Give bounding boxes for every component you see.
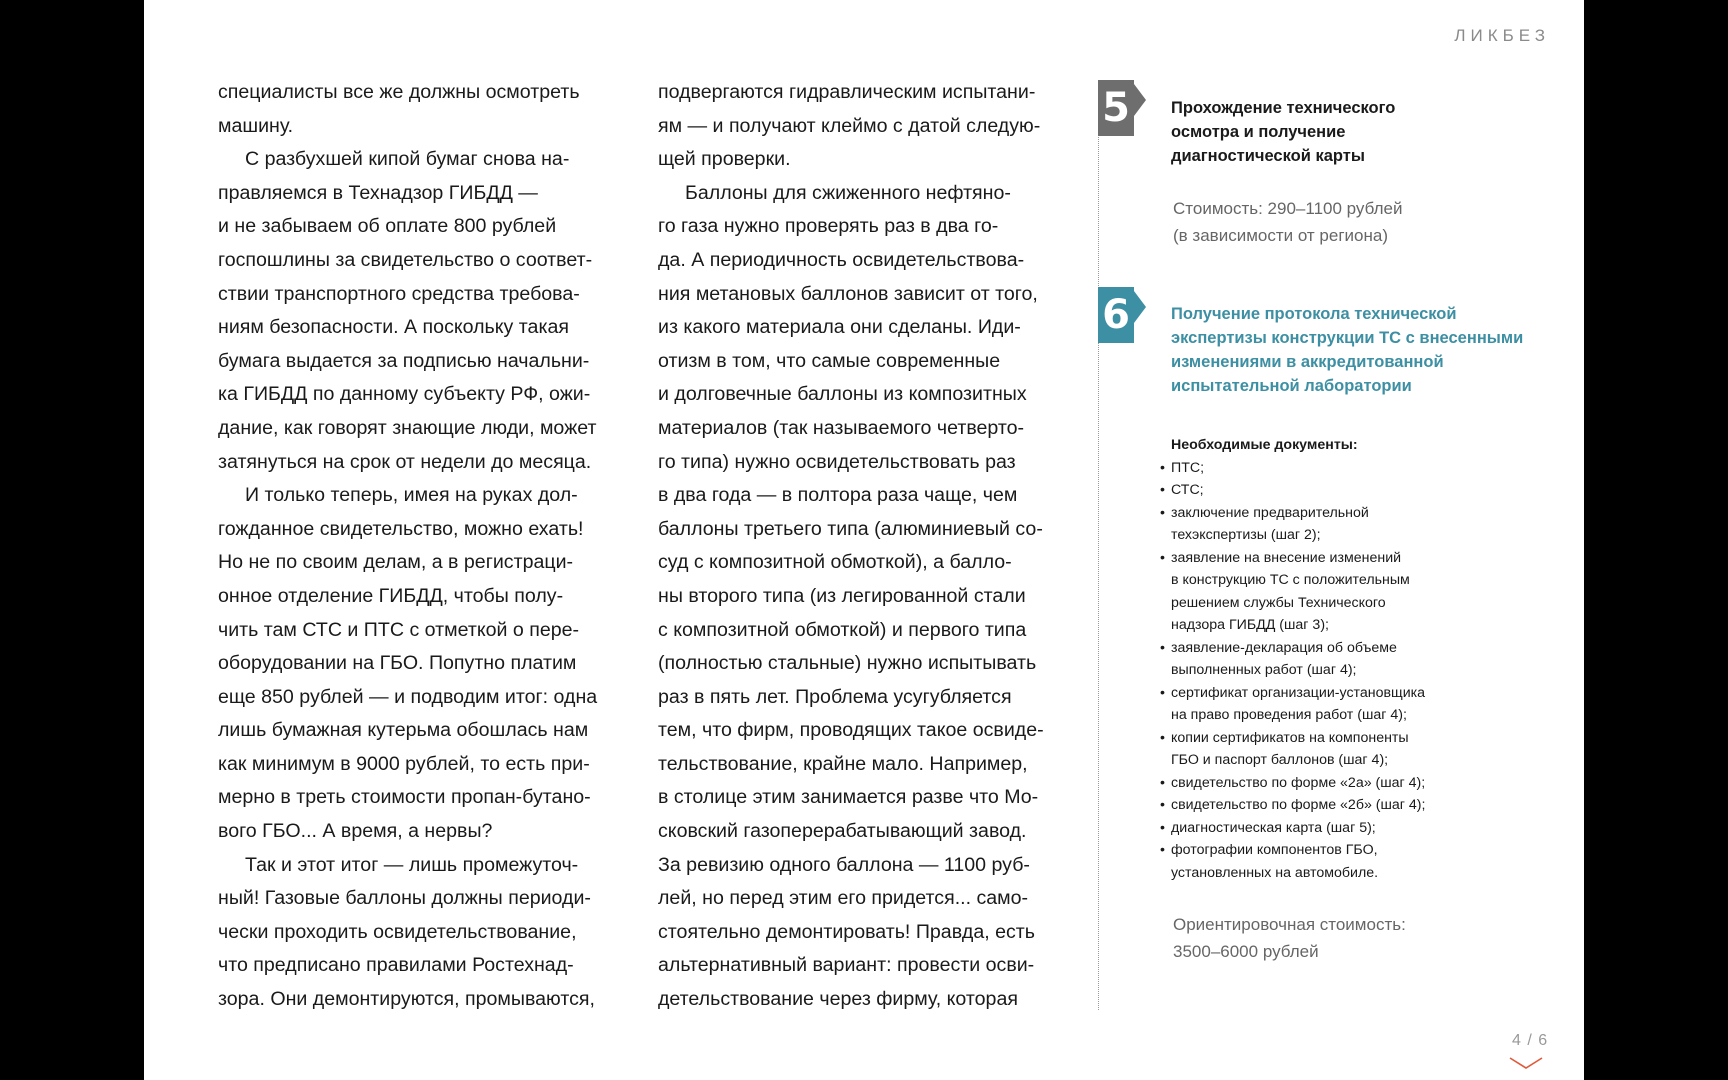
list-item-line: выполненных работ (шаг 4);	[1171, 662, 1357, 678]
list-item-line: • фотографии компонентов ГБО,	[1160, 839, 1425, 862]
text-line: стоятельно демонтировать! Правда, есть	[658, 920, 1035, 943]
text-line: да. А периодичность освидетельствова-	[658, 248, 1025, 271]
list-item-line: • свидетельство по форме «2б» (шаг 4);	[1160, 794, 1425, 817]
text-line: с композитной обмоткой) и первого типа	[658, 618, 1027, 641]
text-line: ям — и получают клеймо с датой следую-	[658, 114, 1041, 137]
list-item	[1160, 637, 1425, 682]
text-line: и долговечные баллоны из композитных	[658, 383, 1027, 406]
text-line: изменениями в аккредитованной	[1171, 353, 1444, 371]
text-line: ния метановых баллонов зависит от того,	[658, 282, 1038, 305]
text-line: гожданное свидетельство, можно ехать!	[218, 517, 584, 540]
text-line: ниям безопасности. А поскольку такая	[218, 316, 569, 339]
list-item-line: техэкспертизы (шаг 2);	[1171, 527, 1321, 543]
text-line: щей проверки.	[658, 148, 791, 171]
text-line: правляемся в Технадзор ГИБДД —	[218, 181, 538, 204]
list-item-line: • диагностическая карта (шаг 5);	[1160, 817, 1425, 840]
list-item	[1160, 817, 1425, 840]
list-item	[1160, 794, 1425, 817]
sidebar-divider	[1098, 84, 1099, 1010]
list-item	[1160, 479, 1425, 502]
text-line: дание, как говорят знающие люди, может	[218, 416, 597, 439]
step-number: 6	[1102, 292, 1130, 338]
list-item-line: • сертификат организации-установщика	[1160, 682, 1425, 705]
text-line: ны второго типа (из легированной стали	[658, 584, 1026, 607]
text-line: отизм в том, что самые современные	[658, 349, 1001, 372]
step-6-marker	[1098, 287, 1148, 343]
list-item-line: на право проведения работ (шаг 4);	[1171, 707, 1407, 723]
list-item-line: • копии сертификатов на компоненты	[1160, 727, 1425, 750]
text-line: го типа) нужно освидетельствовать раз	[658, 450, 1016, 473]
step-6-cost	[1173, 911, 1406, 965]
text-line: Но не по своим делам, а в регистраци-	[218, 551, 574, 574]
step-5-title	[1171, 96, 1395, 168]
list-item-line: ГБО и паспорт баллонов (шаг 4);	[1171, 752, 1389, 768]
list-item	[1160, 547, 1425, 637]
text-line: из какого материала они сделаны. Иди-	[658, 316, 1021, 339]
text-line: тем, что фирм, проводящих такое освиде-	[658, 719, 1044, 742]
page-indicator: 4 / 6	[1512, 1032, 1549, 1049]
list-item-line: в конструкцию ТС с положительным	[1171, 572, 1410, 588]
text-line: детельствование через фирму, которая	[658, 988, 1018, 1011]
text-line: За ревизию одного баллона — 1100 руб-	[658, 853, 1030, 876]
step-number: 5	[1102, 85, 1130, 131]
section-label: ЛИКБЕЗ	[1454, 26, 1550, 45]
text-line: затянуться на срок от недели до месяца.	[218, 450, 592, 473]
list-item	[1160, 772, 1425, 795]
list-item-line: • заявление на внесение изменений	[1160, 547, 1425, 570]
list-item-line: • СТС;	[1160, 479, 1425, 502]
text-line: подвергаются гидравлическим испытани-	[658, 81, 1036, 103]
text-line: вого ГБО... А время, а нервы?	[218, 820, 493, 843]
text-line: как минимум в 9000 рублей, то есть при-	[218, 752, 590, 775]
text-line: лей, но перед этим его придется... само-	[658, 887, 1029, 910]
list-item	[1160, 502, 1425, 547]
text-line: мерно в треть стоимости пропан-бутано-	[218, 786, 591, 809]
text-line: тельствование, крайне мало. Например,	[658, 752, 1028, 775]
text-line: Баллоны для сжиженного нефтяно-	[685, 181, 1011, 204]
text-line: Получение протокола технической	[1171, 305, 1457, 323]
documents-list	[1160, 457, 1425, 885]
text-line: Прохождение технического	[1171, 99, 1396, 117]
text-line: го газа нужно проверять раз в два го-	[658, 215, 999, 238]
text-line: чить там СТС и ПТС с отметкой о пере-	[218, 618, 580, 641]
text-line: Так и этот итог — лишь промежуточ-	[245, 853, 579, 876]
text-line: суд с композитной обмоткой), а балло-	[658, 551, 1012, 574]
list-item	[1160, 682, 1425, 727]
text-line: онное отделение ГИБДД, чтобы полу-	[218, 584, 564, 607]
text-line: и не забываем об оплате 800 рублей	[218, 215, 557, 238]
list-item-line: решением службы Технического	[1171, 594, 1386, 611]
text-line: Ориентировочная стоимость:	[1173, 915, 1406, 934]
list-item-line: • заключение предварительной	[1160, 502, 1425, 525]
text-line: ный! Газовые баллоны должны периоди-	[218, 887, 591, 910]
text-line: еще 850 рублей — и подводим итог: одна	[218, 685, 598, 708]
text-line: Стоимость: 290–1100 рублей	[1173, 199, 1403, 218]
text-line: (полностью стальные) нужно испытывать	[658, 652, 1037, 675]
text-line: ствии транспортного средства требова-	[218, 282, 580, 305]
step-5-cost	[1173, 195, 1402, 249]
list-item-line: надзора ГИБДД (шаг 3);	[1171, 617, 1329, 633]
text-line: материалов (так называемого четверто-	[658, 416, 1025, 439]
required-documents	[1160, 434, 1425, 884]
list-item	[1160, 457, 1425, 480]
text-line: машину.	[218, 114, 294, 137]
text-line: сковский газоперерабатывающий завод.	[658, 820, 1027, 843]
text-line: альтернативный вариант: провести осви-	[658, 954, 1035, 977]
text-line: чески проходить освидетельствование,	[218, 920, 577, 943]
step-6-title	[1171, 302, 1523, 398]
body-column-1	[218, 76, 597, 1017]
text-line: С разбухшей кипой бумаг снова на-	[245, 148, 570, 171]
text-line: что предписано правилами Ростехнад-	[218, 954, 574, 977]
text-line: экспертизы конструкции ТС с внесенными	[1171, 329, 1524, 347]
list-item	[1160, 727, 1425, 772]
list-item-line: • свидетельство по форме «2а» (шаг 4);	[1160, 772, 1425, 795]
text-line: (в зависимости от региона)	[1173, 226, 1388, 245]
text-line: зора. Они демонтируются, промываются,	[218, 988, 595, 1011]
body-column-2	[658, 76, 1044, 1017]
list-item-line: • заявление-декларация об объеме	[1160, 637, 1425, 660]
text-line: бумага выдается за подписью начальни-	[218, 349, 590, 372]
text-line: ка ГИБДД по данному субъекту РФ, ожи-	[218, 383, 591, 406]
text-line: раз в пять лет. Проблема усугубляется	[658, 685, 1012, 708]
text-line: оборудовании на ГБО. Попутно платим	[218, 652, 577, 675]
text-line: госпошлины за свидетельство о соответ-	[218, 248, 593, 271]
text-line: 3500–6000 рублей	[1173, 942, 1319, 961]
text-line: в два года — в полтора раза чаще, чем	[658, 484, 1018, 507]
list-item-line: установленных на автомобиле.	[1171, 864, 1379, 881]
list-item-line: • ПТС;	[1160, 457, 1425, 480]
text-line: испытательной лаборатории	[1171, 377, 1412, 395]
text-line: лишь бумажная кутерьма обошлась нам	[218, 719, 589, 742]
text-line: осмотра и получение	[1171, 123, 1346, 141]
magazine-page	[144, 0, 1584, 1080]
step-5-marker	[1098, 80, 1148, 136]
text-line: И только теперь, имея на руках дол-	[245, 484, 578, 507]
text-line: в столице этим занимается разве что Мо-	[658, 786, 1039, 809]
chevron-down-icon[interactable]	[1508, 1056, 1544, 1070]
documents-heading: Необходимые документы:	[1171, 437, 1358, 453]
list-item	[1160, 839, 1425, 884]
text-line: специалисты все же должны осмотреть	[218, 81, 580, 103]
text-line: диагностической карты	[1171, 147, 1365, 165]
text-line: баллоны третьего типа (алюминиевый со-	[658, 517, 1043, 540]
